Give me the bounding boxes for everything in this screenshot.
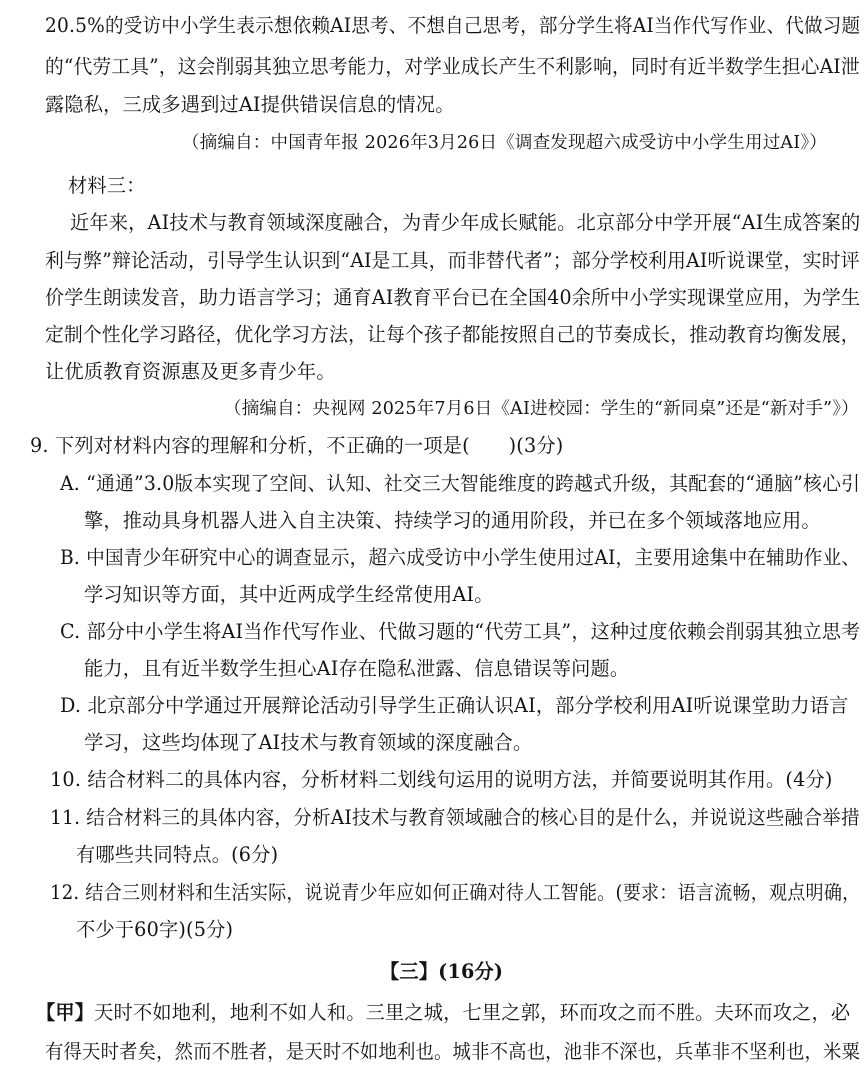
material3-line-4: 定制个性化学习路径，优化学习方法，让每个孩子都能按照自己的节奏成长，推动教育均衡发展，: [45, 323, 860, 346]
material3-line-2: 利与弊”辩论活动，引导学生认识到“AI是工具，而非替代者”；部分学校利用AI听说课堂，实时评: [45, 249, 860, 272]
material3-line-5: 让优质教育资源惠及更多青少年。: [45, 360, 336, 383]
question-9-option-b-line-2: 学习知识等方面，其中近两成学生经常使用AI。: [84, 583, 494, 606]
passage-jia-line-2: 有得天时者矣，然而不胜者，是天时不如地利也。城非不高也，池非不深也，兵革非不坚利也，米粟: [45, 1040, 861, 1063]
question-9-option-c-line-1: C. 部分中小学生将AI当作代写作业、代做习题的“代劳工具”，这种过度依赖会削弱其独立思考: [60, 620, 861, 643]
passage-jia-line-1: [36, 1001, 850, 1025]
material2-source: （摘编自：中国青年报 2026年3月26日《调查发现超六成受访中小学生用过AI》）: [182, 133, 827, 153]
question-9-option-c-line-2: 能力，且有近半数学生担心AI存在隐私泄露、信息错误等问题。: [84, 657, 630, 680]
question-9-option-d-line-2: 学习，这些均体现了AI技术与教育领域的深度融合。: [84, 731, 533, 754]
question-9-option-d-line-1: D. 北京部分中学通过开展辩论活动引导学生正确认识AI，部分学校利用AI听说课堂助力语言: [60, 694, 849, 717]
question-11-line-1: 11. 结合材料三的具体内容，分析AI技术与教育领域融合的核心目的是什么，并说说这些融合举措: [50, 806, 860, 829]
section-3-title: 【三】(16分): [380, 960, 504, 983]
material2-line-3: 露隐私，三成多遇到过AI提供错误信息的情况。: [45, 93, 455, 116]
passage-jia-text-1: 天时不如地利，地利不如人和。三里之城，七里之郭，环而攻之而不胜。夫环而攻之，必: [94, 1001, 851, 1024]
question-9-stem: 9. 下列对材料内容的理解和分析，不正确的一项是( )(3分): [30, 434, 564, 457]
material3-line-1: 近年来，AI技术与教育领域深度融合，为青少年成长赋能。北京部分中学开展“AI生成答案的: [70, 211, 861, 234]
question-12-line-2: 不少于60字)(5分): [76, 918, 234, 941]
question-10: 10. 结合材料二的具体内容，分析材料二划线句运用的说明方法，并简要说明其作用。(4分): [50, 768, 833, 791]
material2-line-2: 的“代劳工具”，这会削弱其独立思考能力，对学业成长产生不利影响，同时有近半数学生担心AI泄: [45, 55, 860, 78]
passage-jia-label: 【甲】: [36, 1001, 95, 1024]
material2-line-1: 20.5%的受访中小学生表示想依赖AI思考、不想自己思考，部分学生将AI当作代写作业、代做习题: [45, 14, 861, 37]
material3-source: （摘编自：央视网 2025年7月6日《AI进校园：学生的“新同桌”还是“新对手”》）: [224, 399, 859, 419]
question-9-option-b-line-1: B. 中国青少年研究中心的调查显示，超六成受访中小学生使用过AI，主要用途集中在辅助作业、: [60, 546, 861, 569]
question-11-line-2: 有哪些共同特点。(6分): [76, 843, 279, 866]
material3-line-3: 价学生朗读发音，助力语言学习；通育AI教育平台已在全国40余所中小学实现课堂应用，为学生: [45, 286, 861, 309]
question-12-line-1: 12. 结合三则材料和生活实际，说说青少年应如何正确对待人工智能。(要求：语言流畅，观点明确，: [50, 881, 861, 904]
question-9-option-a-line-1: A. “通通”3.0版本实现了空间、认知、社交三大智能维度的跨越式升级，其配套的“通脑”核心引: [60, 472, 861, 495]
material3-heading: 材料三：: [68, 174, 146, 197]
question-9-option-a-line-2: 擎，推动具身机器人进入自主决策、持续学习的通用阶段，并已在多个领域落地应用。: [84, 509, 821, 532]
